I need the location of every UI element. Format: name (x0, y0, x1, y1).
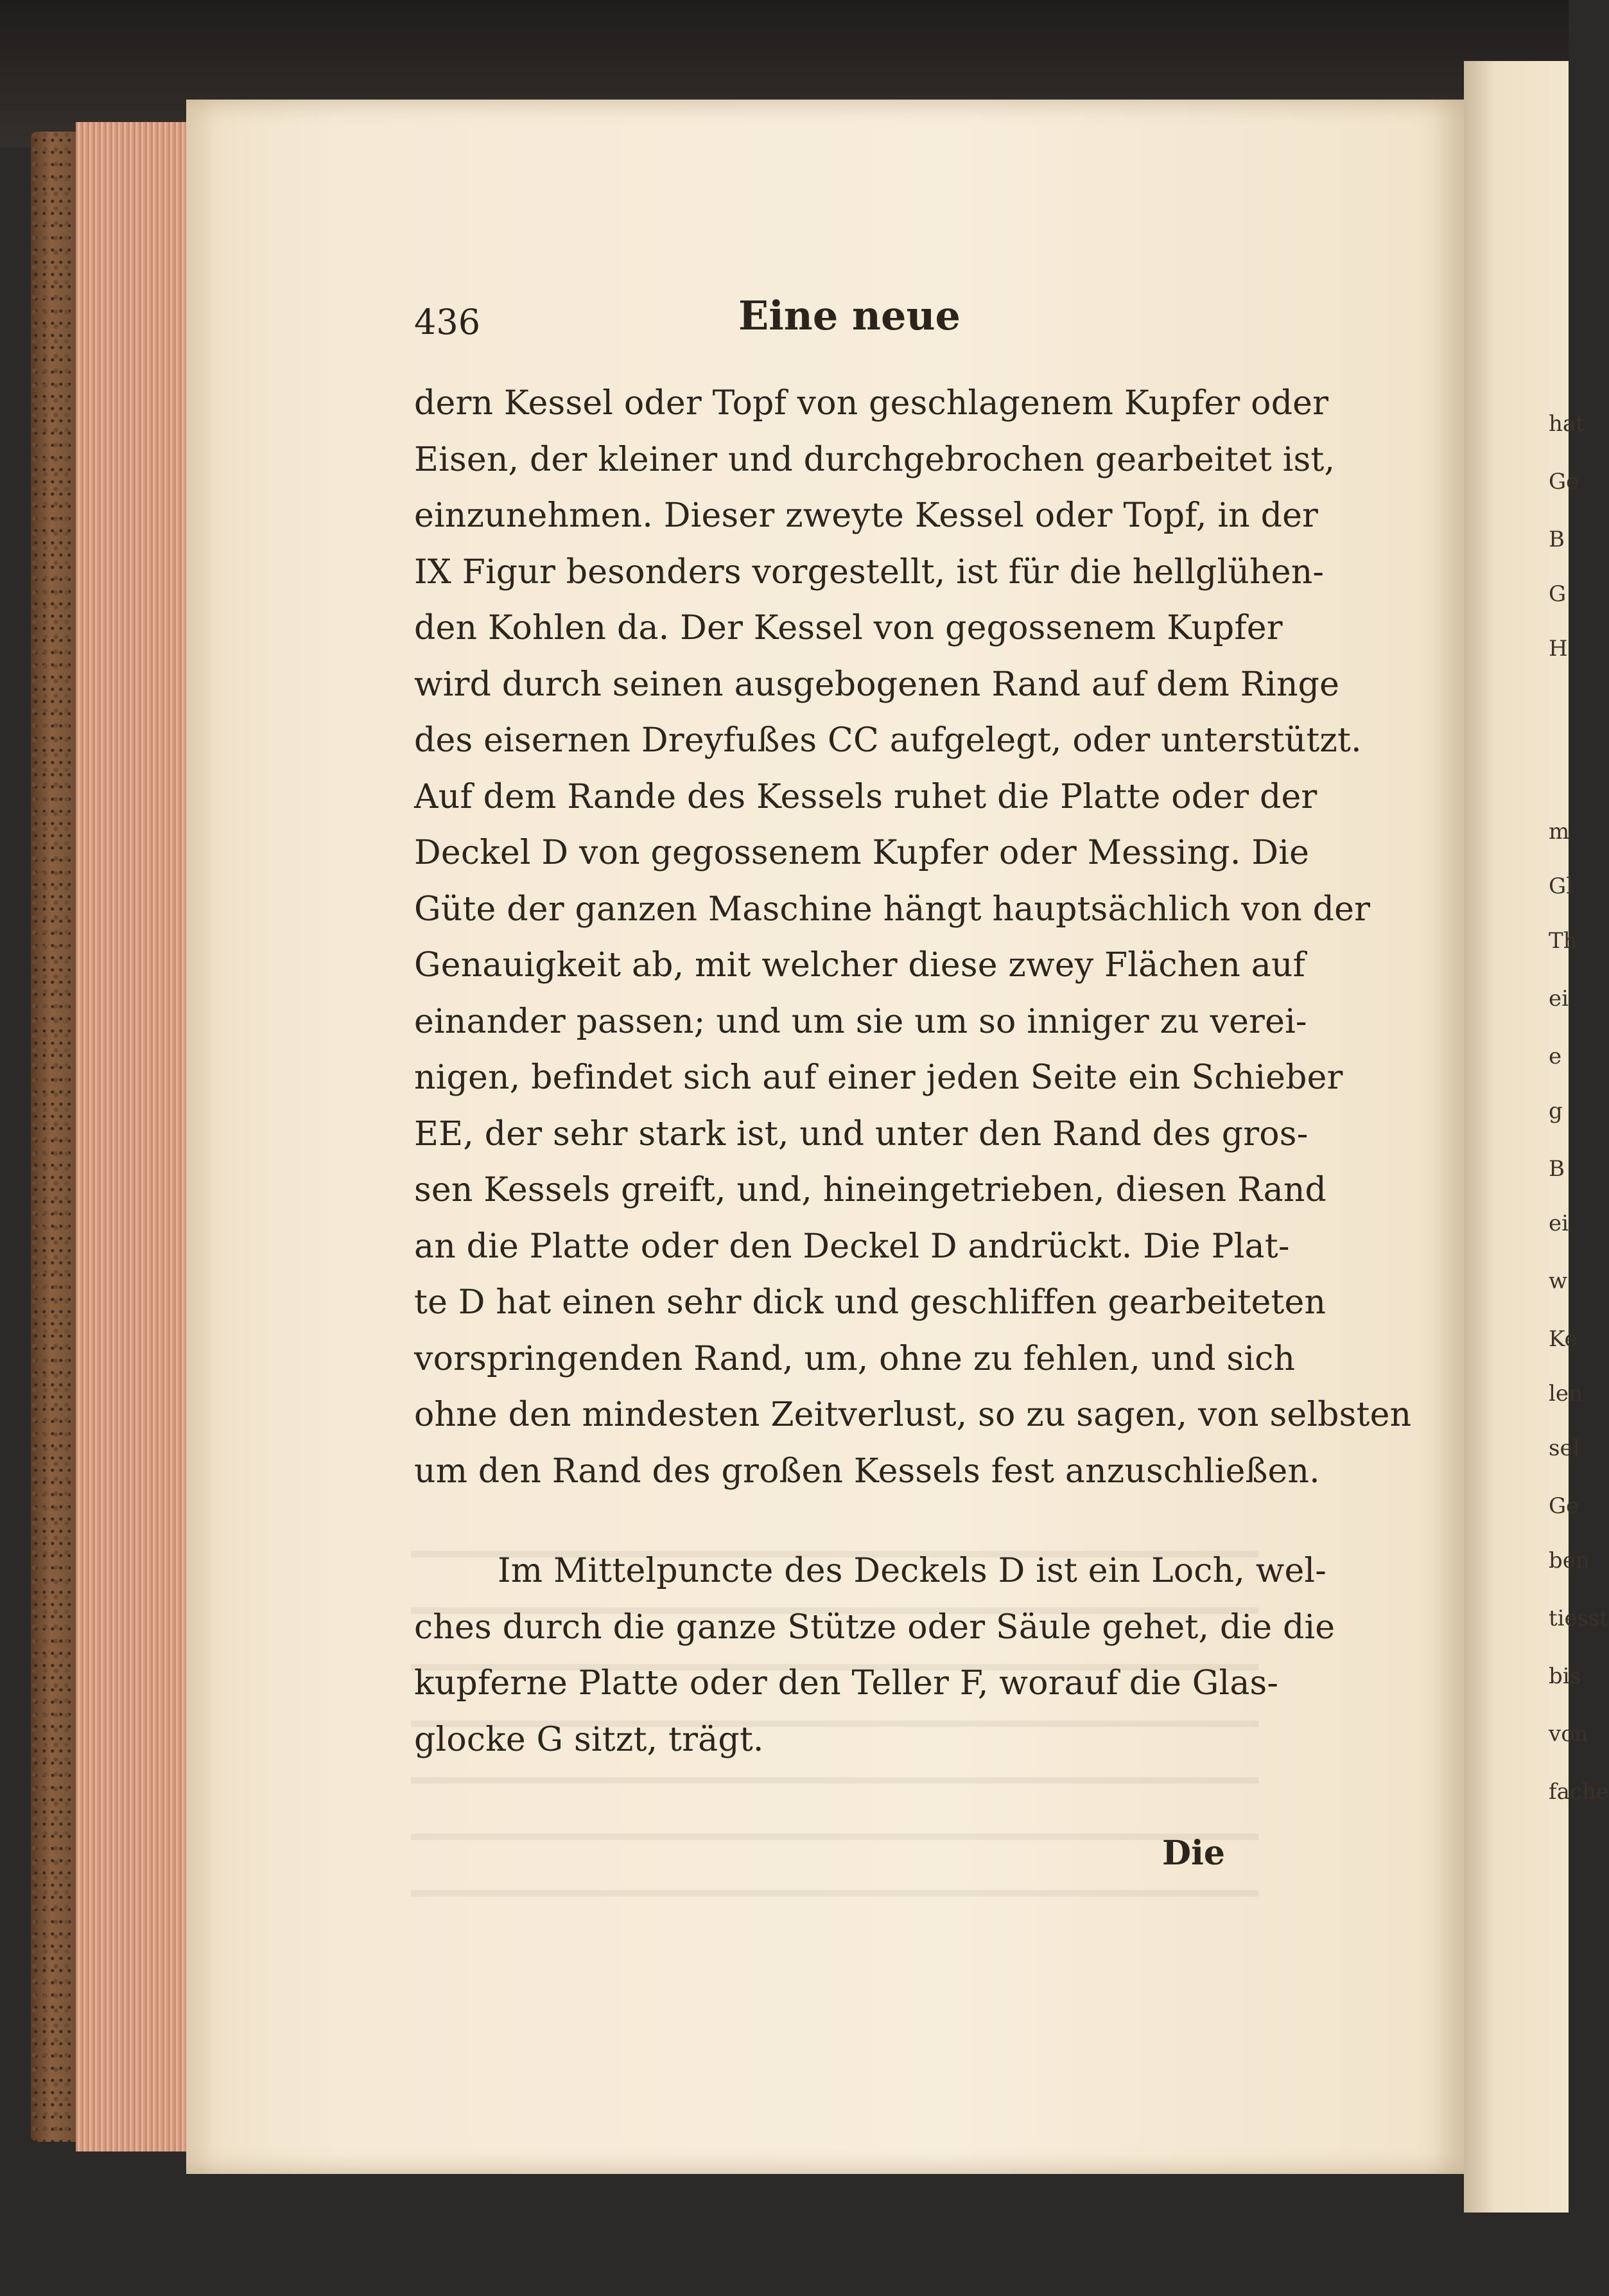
text-line: dern Kessel oder Topf von geschlagenem Kupfer oder (414, 384, 1329, 423)
book-cover-edge (31, 132, 82, 2142)
text-line: einzunehmen. Dieser zweyte Kessel oder Topf, in der (414, 496, 1319, 535)
facing-page-fragment: w (1549, 1268, 1568, 1294)
facing-page-fragment: ben (1549, 1548, 1590, 1573)
facing-page-fragment: G (1549, 581, 1567, 607)
text-line: ohne den mindesten Zeitverlust, so zu sagen, von selbsten (414, 1396, 1412, 1434)
text-line: te D hat einen sehr dick und geschliffen gearbeiteten (414, 1283, 1326, 1322)
text-line: Genauigkeit ab, mit welcher diese zwey Flächen auf (414, 946, 1306, 985)
facing-page-fragment: m (1549, 819, 1570, 845)
text-line: vorspringenden Rand, um, ohne zu fehlen, und sich (414, 1339, 1296, 1378)
text-line: einander passen; und um sie um so inniger zu verei- (414, 1002, 1307, 1041)
facing-page-fragment: Ge (1549, 469, 1579, 495)
body-text (414, 376, 1412, 1768)
catchword: Die (1162, 1834, 1225, 1873)
text-line: EE, der sehr stark ist, und unter den Rand des gros- (414, 1114, 1309, 1153)
text-line: ches durch die ganze Stütze oder Säule gehet, die die (414, 1608, 1335, 1647)
facing-page-fragment: ei (1549, 986, 1569, 1012)
text-line: Deckel D von gegossenem Kupfer oder Messing. Die (414, 834, 1310, 872)
text-line: kupferne Platte oder den Teller F, worauf die Glas- (414, 1664, 1279, 1703)
facing-page-fragment: len (1549, 1381, 1583, 1407)
facing-page-fragment: Ke (1549, 1326, 1578, 1352)
text-line: Im Mittelpuncte des Deckels D ist ein Loch, wel- (498, 1552, 1327, 1590)
text-line: wird durch seinen ausgebogenen Rand auf dem Ringe (414, 665, 1340, 704)
text-line: Auf dem Rande des Kessels ruhet die Platte oder der (414, 777, 1318, 816)
text-line: des eisernen Dreyfußes CC aufgelegt, oder unterstützt. (414, 721, 1362, 760)
facing-page-fragment: B (1549, 1156, 1565, 1182)
facing-page-fragment: hat (1549, 411, 1585, 437)
paragraph-2 (414, 1543, 1335, 1768)
facing-page-fragment: g (1549, 1098, 1563, 1124)
facing-page-fragment: ei (1549, 1211, 1569, 1236)
text-line: an die Platte oder den Deckel D andrückt. Die Plat- (414, 1227, 1290, 1266)
text-line: um den Rand des großen Kessels fest anzuschließen. (414, 1451, 1320, 1491)
facing-page-fragment: Gl (1549, 873, 1574, 899)
text-line: den Kohlen da. Der Kessel von gegossenem Kupfer (414, 609, 1283, 647)
facing-page-fragment: von (1549, 1721, 1588, 1747)
running-title: Eine neue (738, 292, 961, 339)
facing-page-fragment: B (1549, 527, 1565, 552)
text-line: nigen, befindet sich auf einer jeden Seite ein Schieber (414, 1058, 1343, 1097)
facing-page-fragment: bis (1549, 1663, 1581, 1689)
facing-page-fragment: sel (1549, 1435, 1580, 1461)
facing-page-fragment: tiesst (1549, 1606, 1609, 1631)
text-line: sen Kessels greift, und, hineingetrieben, diesen Rand (414, 1171, 1326, 1209)
text-line: Eisen, der kleiner und durchgebrochen gearbeitet ist, (414, 440, 1335, 479)
facing-page-fragment: fache (1549, 1779, 1609, 1805)
page-number: 436 (414, 302, 481, 342)
facing-page-fragment: H (1549, 636, 1568, 662)
paragraph-1 (414, 376, 1412, 1500)
text-line: glocke G sitzt, trägt. (414, 1720, 764, 1759)
text-line: IX Figur besonders vorgestellt, ist für die hellglühen- (414, 552, 1325, 592)
facing-page (1464, 61, 1569, 2213)
page-block-edges (76, 122, 198, 2151)
facing-page-fragment: Ge (1549, 1493, 1579, 1519)
facing-page-fragment: e (1549, 1044, 1562, 1069)
facing-page-fragment: Th (1549, 928, 1578, 954)
text-line: Güte der ganzen Maschine hängt hauptsächlich von der (414, 889, 1371, 929)
